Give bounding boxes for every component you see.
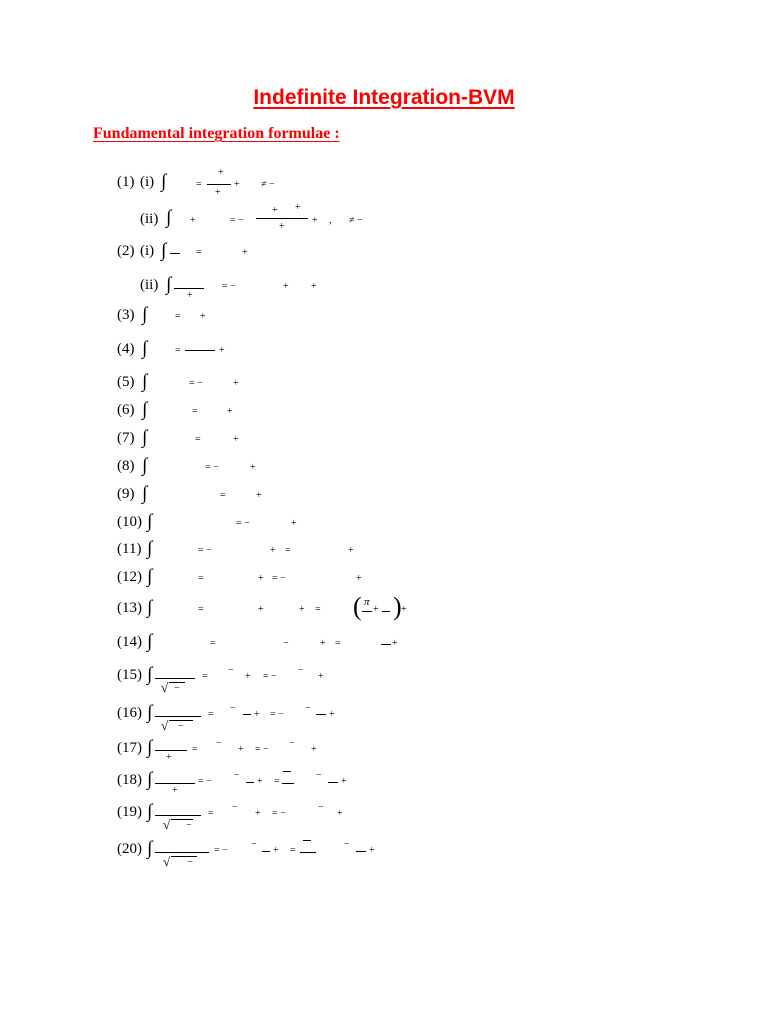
integral-sign: ∫ bbox=[142, 338, 148, 359]
plus-sign: + bbox=[255, 808, 261, 819]
fraction-bar bbox=[282, 783, 294, 784]
integral-sign: ∫ bbox=[142, 399, 148, 420]
fraction-bar bbox=[356, 851, 366, 852]
integral-sign: ∫ bbox=[147, 597, 153, 618]
equals-minus: = − bbox=[205, 462, 219, 473]
plus-sign: + bbox=[234, 179, 240, 190]
plus-sign: + bbox=[172, 785, 178, 796]
plus-sign: + bbox=[272, 205, 278, 216]
equals-minus: = − bbox=[272, 808, 286, 819]
fraction-bar bbox=[303, 840, 311, 841]
plus-sign: + bbox=[311, 281, 317, 292]
fraction-bar bbox=[155, 750, 187, 751]
formula-number: (13) bbox=[117, 600, 142, 616]
formula-number: (16) bbox=[117, 705, 142, 721]
plus-sign: + bbox=[219, 345, 225, 356]
plus-sign: + bbox=[348, 545, 354, 556]
sqrt-sign: √ bbox=[161, 718, 169, 733]
equals-minus: = − bbox=[214, 845, 228, 856]
integral-sign: ∫ bbox=[147, 631, 153, 652]
plus-sign: + bbox=[218, 167, 224, 178]
equals-sign: = bbox=[202, 671, 208, 682]
integral-sign: ∫ bbox=[142, 427, 148, 448]
integral-sign: ∫ bbox=[147, 538, 153, 559]
equals-minus: = − bbox=[236, 518, 250, 529]
integral-sign: ∫ bbox=[142, 483, 148, 504]
formula-subnumber: (ii) bbox=[140, 211, 159, 227]
formula-number: (5) bbox=[117, 374, 135, 390]
minus-sign: − bbox=[178, 721, 184, 732]
plus-sign: + bbox=[299, 604, 305, 615]
equals-minus: = − bbox=[189, 378, 203, 389]
fraction-bar bbox=[256, 218, 308, 219]
equals-minus: = − bbox=[198, 545, 212, 556]
minus-sign: − bbox=[216, 738, 222, 749]
equals-minus: = − bbox=[263, 671, 277, 682]
equals-sign: = bbox=[285, 545, 291, 556]
not-equal-minus: ≠ − bbox=[349, 215, 363, 226]
formula-number: (11) bbox=[117, 541, 142, 557]
equals-sign: = bbox=[192, 406, 198, 417]
integral-sign: ∫ bbox=[142, 371, 148, 392]
minus-sign: − bbox=[232, 802, 238, 813]
plus-sign: + bbox=[238, 744, 244, 755]
equals-sign: = bbox=[274, 776, 280, 787]
sqrt-sign: √ bbox=[163, 854, 171, 869]
formula-number: (1) bbox=[117, 174, 135, 190]
minus-sign: − bbox=[186, 820, 192, 831]
equals-minus: = − bbox=[272, 573, 286, 584]
equals-sign: = bbox=[198, 604, 204, 615]
plus-sign: + bbox=[258, 604, 264, 615]
minus-sign: − bbox=[251, 839, 257, 850]
integral-sign: ∫ bbox=[147, 664, 153, 685]
formula-number: (6) bbox=[117, 402, 135, 418]
equals-sign: = bbox=[198, 573, 204, 584]
minus-sign: − bbox=[230, 703, 236, 714]
plus-sign: + bbox=[373, 604, 379, 615]
fraction-bar bbox=[246, 782, 254, 783]
plus-sign: + bbox=[190, 215, 196, 226]
plus-sign: + bbox=[401, 604, 407, 615]
plus-sign: + bbox=[295, 202, 301, 213]
plus-sign: + bbox=[369, 845, 375, 856]
plus-sign: + bbox=[311, 744, 317, 755]
not-equal-minus: ≠ − bbox=[261, 179, 275, 190]
minus-sign: − bbox=[187, 857, 193, 868]
plus-sign: + bbox=[254, 709, 260, 720]
plus-sign: + bbox=[279, 221, 285, 232]
fraction-bar bbox=[381, 644, 391, 645]
fraction-bar bbox=[155, 716, 201, 717]
formula-number: (3) bbox=[117, 307, 135, 323]
formula-number: (10) bbox=[117, 514, 142, 530]
fraction-bar bbox=[328, 782, 338, 783]
integral-sign: ∫ bbox=[161, 240, 167, 261]
formula-number: (8) bbox=[117, 458, 135, 474]
equals-sign: = bbox=[335, 638, 341, 649]
fraction-bar bbox=[185, 350, 215, 351]
plus-sign: + bbox=[200, 311, 206, 322]
plus-sign: + bbox=[392, 638, 398, 649]
page-title: Indefinite Integration-BVM bbox=[253, 86, 515, 109]
equals-minus: = − bbox=[230, 215, 244, 226]
formula-number: (20) bbox=[117, 841, 142, 857]
minus-sign: − bbox=[228, 665, 234, 676]
plus-sign: + bbox=[242, 247, 248, 258]
plus-sign: + bbox=[227, 406, 233, 417]
equals-sign: = bbox=[208, 709, 214, 720]
pi-symbol: π bbox=[364, 596, 370, 608]
minus-sign: − bbox=[174, 683, 180, 694]
formula-subnumber: (i) bbox=[140, 243, 155, 259]
plus-sign: + bbox=[215, 187, 221, 198]
plus-sign: + bbox=[312, 215, 318, 226]
fraction-bar bbox=[155, 815, 201, 816]
sqrt-sign: √ bbox=[163, 817, 171, 832]
formula-number: (18) bbox=[117, 772, 142, 788]
integral-sign: ∫ bbox=[147, 737, 153, 758]
plus-sign: + bbox=[283, 281, 289, 292]
minus-sign: − bbox=[344, 839, 350, 850]
plus-sign: + bbox=[273, 845, 279, 856]
fraction-bar bbox=[316, 714, 326, 715]
equals-sign: = bbox=[195, 434, 201, 445]
fraction-bar bbox=[300, 852, 316, 853]
sqrt-sign: √ bbox=[161, 680, 169, 695]
equals-minus: = − bbox=[198, 776, 212, 787]
formula-number: (19) bbox=[117, 804, 142, 820]
minus-sign: − bbox=[289, 738, 295, 749]
minus-sign: − bbox=[283, 638, 289, 649]
equals-sign: = bbox=[175, 311, 181, 322]
minus-sign: − bbox=[305, 703, 311, 714]
formula-number: (2) bbox=[117, 243, 135, 259]
formula-subnumber: (ii) bbox=[140, 277, 159, 293]
integral-sign: ∫ bbox=[142, 304, 148, 325]
equals-sign: = bbox=[315, 604, 321, 615]
formula-subnumber: (i) bbox=[140, 174, 155, 190]
minus-sign: − bbox=[316, 770, 322, 781]
integral-sign: ∫ bbox=[147, 801, 153, 822]
formula-number: (7) bbox=[117, 430, 135, 446]
fraction-bar bbox=[155, 852, 209, 853]
integral-sign: ∫ bbox=[147, 566, 153, 587]
integral-sign: ∫ bbox=[147, 702, 153, 723]
plus-sign: + bbox=[329, 709, 335, 720]
equals-sign: = bbox=[175, 345, 181, 356]
plus-sign: + bbox=[356, 573, 362, 584]
plus-sign: + bbox=[257, 776, 263, 787]
fraction-bar bbox=[382, 611, 390, 612]
equals-sign: = bbox=[220, 490, 226, 501]
plus-sign: + bbox=[187, 290, 193, 301]
plus-sign: + bbox=[250, 462, 256, 473]
fraction-bar bbox=[283, 771, 291, 772]
minus-sign: − bbox=[318, 802, 324, 813]
fraction-bar bbox=[207, 184, 231, 185]
formula-number: (15) bbox=[117, 667, 142, 683]
formula-number: (4) bbox=[117, 341, 135, 357]
fraction-bar bbox=[174, 288, 204, 289]
plus-sign: + bbox=[245, 671, 251, 682]
integral-sign: ∫ bbox=[142, 455, 148, 476]
formula-number: (14) bbox=[117, 634, 142, 650]
plus-sign: + bbox=[166, 752, 172, 763]
plus-sign: + bbox=[256, 490, 262, 501]
formula-number: (12) bbox=[117, 569, 142, 585]
minus-sign: − bbox=[234, 770, 240, 781]
formula-number: (9) bbox=[117, 486, 135, 502]
plus-sign: + bbox=[233, 378, 239, 389]
equals-sign: = bbox=[290, 845, 296, 856]
plus-sign: + bbox=[258, 573, 264, 584]
formula-number: (17) bbox=[117, 740, 142, 756]
fraction-bar bbox=[170, 253, 180, 254]
fraction-bar bbox=[155, 783, 195, 784]
fraction-bar bbox=[243, 714, 251, 715]
left-paren: ( bbox=[353, 592, 362, 621]
fraction-bar bbox=[362, 611, 372, 612]
equals-minus: = − bbox=[270, 709, 284, 720]
integral-sign: ∫ bbox=[161, 171, 167, 192]
integral-sign: ∫ bbox=[166, 274, 172, 295]
plus-sign: + bbox=[337, 808, 343, 819]
fraction-bar bbox=[262, 851, 270, 852]
plus-sign: + bbox=[318, 671, 324, 682]
plus-sign: + bbox=[270, 545, 276, 556]
comma: , bbox=[329, 215, 332, 226]
plus-sign: + bbox=[341, 776, 347, 787]
section-heading: Fundamental integration formulae : bbox=[93, 125, 340, 142]
sqrt-bar bbox=[171, 856, 197, 857]
minus-sign: − bbox=[298, 665, 304, 676]
plus-sign: + bbox=[233, 434, 239, 445]
integral-sign: ∫ bbox=[147, 838, 153, 859]
fraction-bar bbox=[155, 678, 195, 679]
equals-sign: = bbox=[192, 744, 198, 755]
equals-sign: = bbox=[196, 179, 202, 190]
integral-sign: ∫ bbox=[147, 511, 153, 532]
equals-minus: = − bbox=[255, 744, 269, 755]
equals-sign: = bbox=[208, 808, 214, 819]
equals-sign: = bbox=[196, 247, 202, 258]
plus-sign: + bbox=[320, 638, 326, 649]
integral-sign: ∫ bbox=[147, 769, 153, 790]
equals-minus: = − bbox=[222, 281, 236, 292]
right-paren: ) bbox=[393, 592, 402, 621]
integral-sign: ∫ bbox=[166, 207, 172, 228]
equals-sign: = bbox=[210, 638, 216, 649]
plus-sign: + bbox=[291, 518, 297, 529]
